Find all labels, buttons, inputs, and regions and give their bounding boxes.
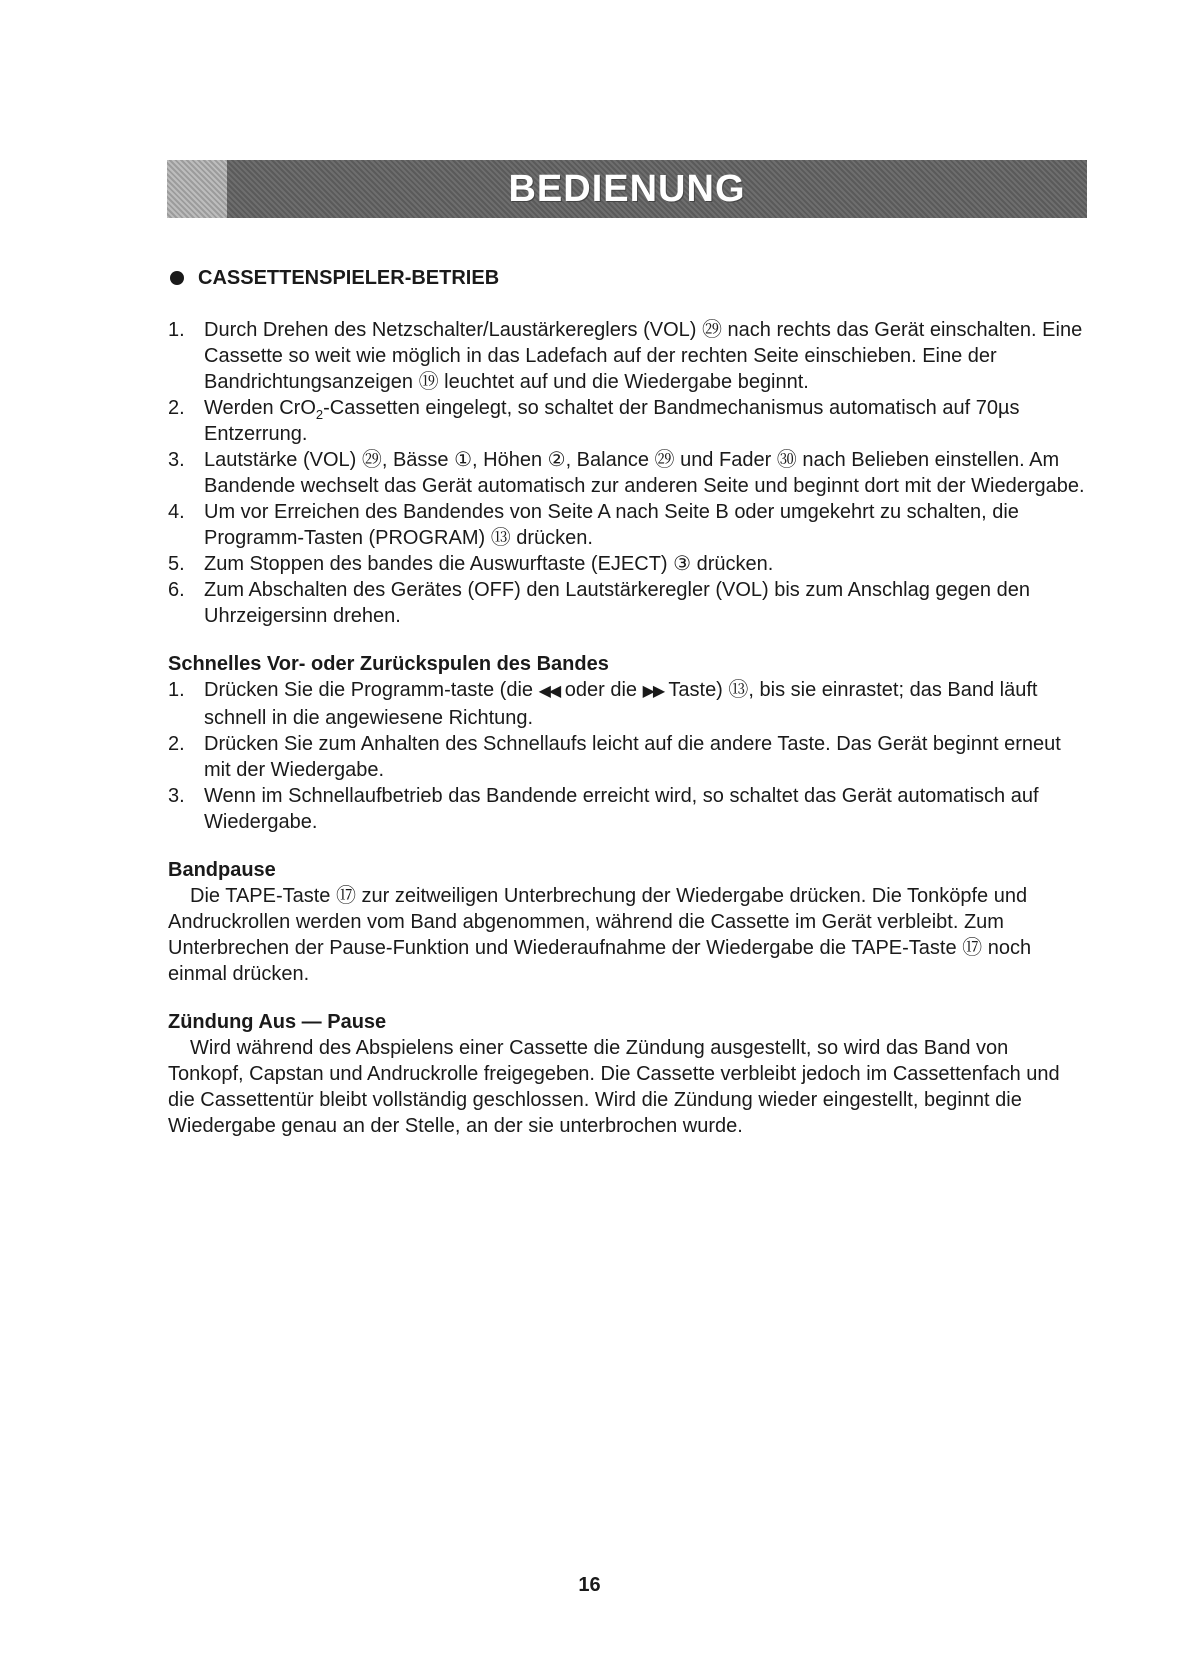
bullet-icon (170, 271, 184, 285)
pause-paragraph: Die TAPE-Taste ⑰ zur zeitweiligen Unterbrechung der Wiedergabe drücken. Die Tonköpfe und Andruckrollen werden vom Band abgenommen, während die Cassette im Gerät verbleibt. Zum Unterbrechen der Pause-Funktion und Wiederaufnahme der Wiedergabe die TAPE-Taste ⑰ noch einmal drücken. (168, 885, 1032, 985)
step-number: 2. (168, 397, 185, 419)
list-item (168, 731, 1088, 783)
step-text: Um vor Erreichen des Bandendes von Seite A nach Seite B oder umgekehrt zu schalten, die Programm-Tasten (PROGRAM) ⑬ drücken. (204, 501, 1019, 549)
list-item (168, 395, 1088, 447)
page-content (168, 265, 1088, 1139)
step-number: 4. (168, 501, 185, 523)
step-text (204, 677, 1088, 731)
subscript: 2 (315, 407, 324, 422)
step-text-part: Taste) ⑬, bis sie einrastet; das Band läuft schnell in die angewiesene Richtung. (204, 679, 1038, 729)
step-text: Zum Abschalten des Gerätes (OFF) den Lautstärkeregler (VOL) bis zum Anschlag gegen den Uhrzeigersinn drehen. (204, 579, 1030, 627)
pause-heading: Bandpause (168, 859, 276, 881)
step-number: 3. (168, 785, 185, 807)
list-item (168, 447, 1088, 499)
step-text: Wenn im Schnellaufbetrieb das Bandende erreicht wird, so schaltet das Gerät automatisch auf Wiedergabe. (204, 785, 1039, 833)
step-number: 1. (168, 679, 185, 701)
step-text-part: Werden CrO (204, 397, 316, 419)
step-text (204, 395, 1088, 447)
step-text: Drücken Sie zum Anhalten des Schnellaufs leicht auf die andere Taste. Das Gerät beginnt erneut mit der Wiedergabe. (204, 733, 1061, 781)
step-text: Durch Drehen des Netzschalter/Laustärkereglers (VOL) ㉙ nach rechts das Gerät einschalten. Eine Cassette so weit wie möglich in das Ladefach auf der rechten Seite einschieben. Eine der Bandrichtungsanzeigen ⑲ leuchtet auf und die Wiedergabe beginnt. (204, 319, 1083, 393)
step-text-part: -Cassetten eingelegt, so schaltet der Bandmechanismus automatisch auf 70µs Entzerrung. (204, 397, 1020, 445)
rewind-heading: Schnelles Vor- oder Zurückspulen des Bandes (168, 653, 609, 675)
list-item (168, 577, 1088, 629)
ignition-heading: Zündung Aus — Pause (168, 1011, 387, 1033)
step-number: 5. (168, 553, 185, 575)
ignition-paragraph: Wird während des Abspielens einer Cassette die Zündung ausgestellt, so wird das Band von Tonkopf, Capstan und Andruckrolle freigegeben. Die Cassette verbleibt jedoch im Cassettenfach und die Cassettentür bleibt vollständig geschlossen. Wird die Zündung wieder eingestellt, beginnt die Wiedergabe genau an der Stelle, an der sie unterbrochen wurde. (168, 1037, 1060, 1137)
list-item (168, 317, 1088, 395)
step-number: 2. (168, 733, 185, 755)
rewind-icon: ◀◀ (538, 683, 560, 700)
page-number: 16 (578, 1574, 601, 1596)
operation-steps (168, 317, 1088, 629)
step-text-part: oder die (559, 679, 643, 701)
list-item (168, 499, 1088, 551)
section-heading (168, 265, 1088, 291)
step-text: Zum Stoppen des bandes die Auswurftaste (EJECT) ③ drücken. (204, 553, 774, 575)
step-number: 1. (168, 319, 185, 341)
section-banner (167, 160, 1087, 218)
list-item (168, 551, 1088, 577)
step-number: 3. (168, 449, 185, 471)
section-heading-text: CASSETTENSPIELER-BETRIEB (198, 267, 500, 289)
rewind-steps (168, 677, 1088, 835)
step-number: 6. (168, 579, 185, 601)
page-title: BEDIENUNG (508, 167, 746, 210)
fast-forward-icon: ▶▶ (642, 683, 664, 700)
list-item (168, 783, 1088, 835)
list-item (168, 677, 1088, 731)
step-text-part: Drücken Sie die Programm-taste (die (204, 679, 539, 701)
step-text: Lautstärke (VOL) ㉙, Bässe ①, Höhen ②, Balance ㉙ und Fader ㉚ nach Belieben einstellen. Am Bandende wechselt das Gerät automatisch zur anderen Seite und beginnt dort mit der Wiedergabe. (204, 449, 1085, 497)
